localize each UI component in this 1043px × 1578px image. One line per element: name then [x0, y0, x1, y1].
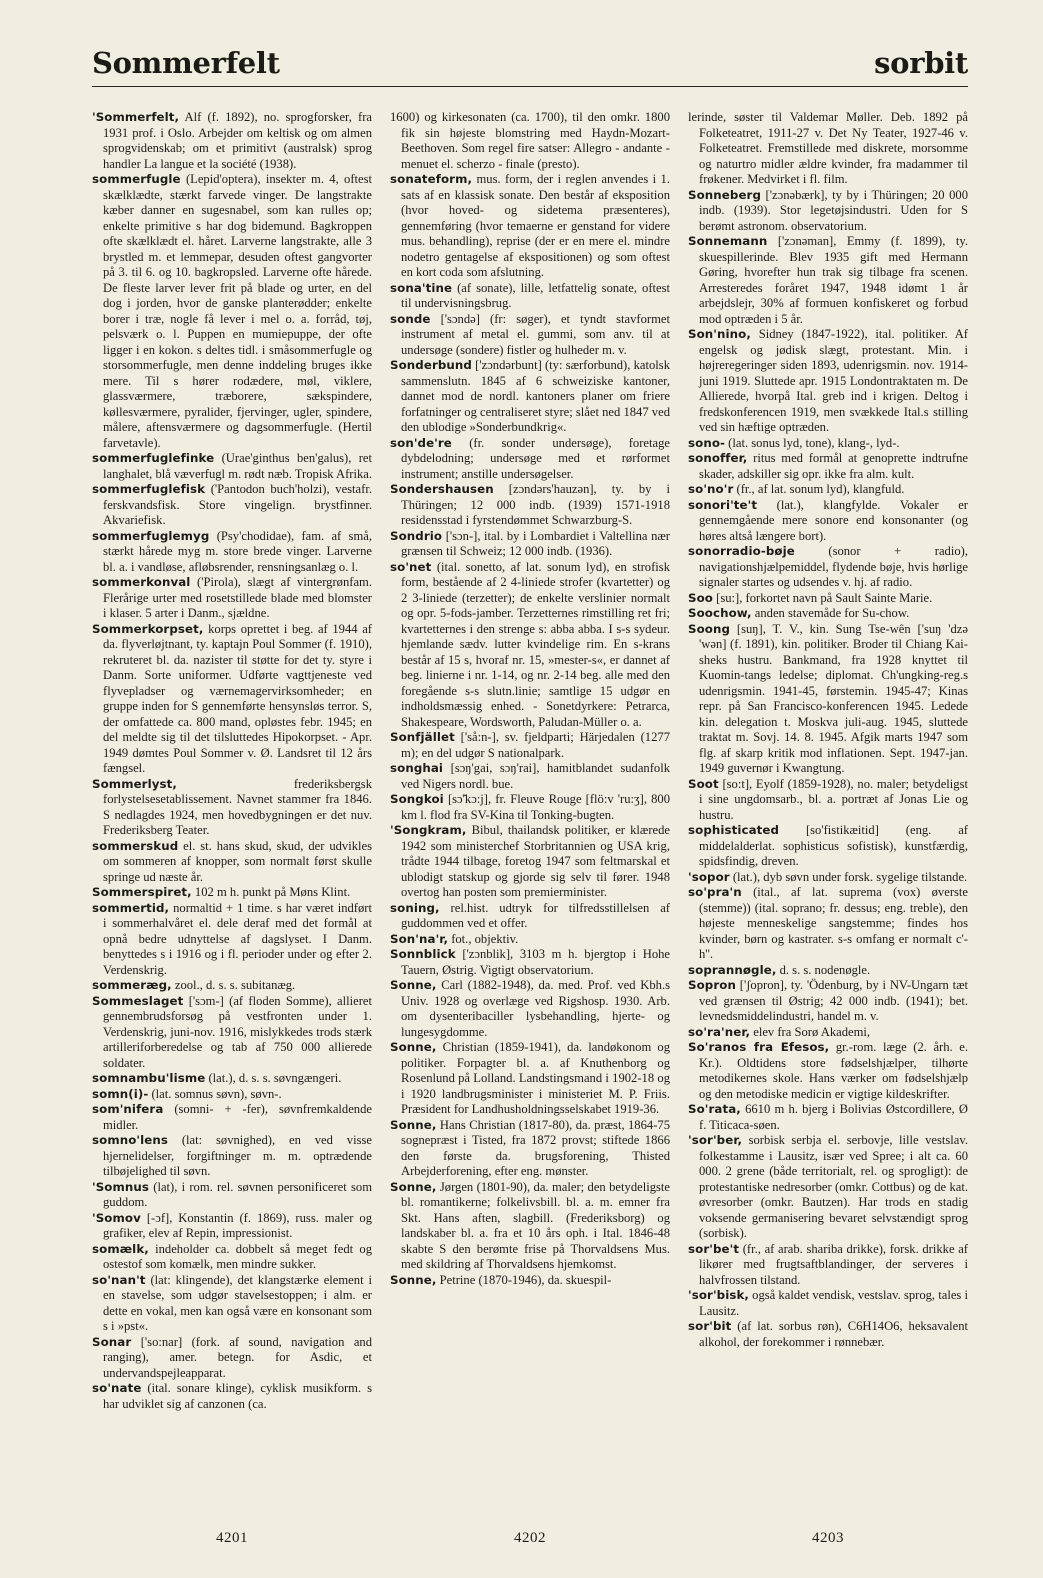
entry-definition: Christian (1859-1941), da. landøkonom og politiker. Forpagter bl. a. af Knuthenborg og Rosenlund på Lolland. Landstingsmand i 1902-18 og i 1920 landbrugsminister i ministeriet M. P. Friis. Præsident for Landhusholdningsselskabet 1919-36.: [401, 1040, 670, 1116]
dictionary-entry: [688, 1319, 968, 1350]
entry-headword: Sonnemann: [688, 234, 768, 248]
entry-headword: Son'nino,: [688, 327, 751, 341]
entry-headword: So'ranos fra Efesos,: [688, 1040, 830, 1054]
dictionary-entry: [92, 978, 372, 994]
entry-headword: Sonne,: [390, 1117, 437, 1132]
entry-definition: [su:], forkortet navn på Sault Sainte Marie.: [713, 590, 933, 605]
entry-headword: Sondershausen: [390, 482, 494, 496]
entry-headword: Sommeslaget: [92, 993, 184, 1008]
dictionary-entry: [688, 963, 968, 979]
entry-definition: (Urae'ginthus ben'galus), ret langhalet, blå væverfugl m. rødt næb. Tropisk Afrika.: [103, 451, 372, 481]
dictionary-entry: [688, 870, 968, 886]
entry-definition: (somni- + -fer), søvnfremkaldende midler.: [103, 1102, 372, 1132]
entry-headword: sommerfuglemyg: [92, 528, 210, 543]
entry-definition: (lat. somnus søvn), søvn-.: [148, 1086, 282, 1101]
entry-headword: sono-: [688, 435, 726, 450]
dictionary-entry: [688, 1102, 968, 1133]
entry-definition: fot., objektiv.: [448, 931, 519, 946]
dictionary-entry: [92, 575, 372, 622]
page-numbers: [92, 1530, 968, 1560]
dictionary-entry: [92, 839, 372, 886]
entry-headword: sor'be't: [688, 1241, 740, 1256]
entry-headword: sommerskud: [92, 838, 179, 853]
dictionary-entry: [688, 606, 968, 622]
entry-definition: [sɔ̃'kɔ:j], fr. Fleuve Rouge [flö:v 'ru:ʒ], 800 km l. flod fra SV-Kina til Tonking-bugten.: [401, 792, 670, 822]
entry-definition: (ital., af lat. suprema (vox) øverste (stemme)) (ital. soprano; fr. dessus; eng. treble), den højeste menneskelige sangstemme; findes hos kvinder, børn og kastrater. s-s omfang er normalt c'-h''.: [699, 885, 968, 961]
entry-definition: (lat: klingende), det klangstærke element i en stavelse, som udgør stavelsestoppen; i alm. er dette en vokal, men kan også være en konsonant som s i »pst«.: [103, 1272, 372, 1333]
dictionary-entry: [92, 451, 372, 482]
entry-headword: Sonne,: [390, 1040, 437, 1054]
dictionary-entry: [92, 994, 372, 1072]
entry-definition: ('Pantodon buch'holzi), vestafr. ferskvandsfisk. Store vingelign. brystfinner. Akvariefisk.: [103, 482, 372, 527]
dictionary-entry: [688, 188, 968, 235]
entry-headword: 'sor'ber,: [688, 1133, 743, 1147]
entry-headword: 'Somnus: [92, 1179, 150, 1194]
entry-definition: Bibul, thailandsk politiker, er klærede 1942 som ministerchef Storbritannien og USA krig, trådte 1944 tilbage, foretog 1947 som feltmarskal et ublodigt statskup og gjorde sig selv til fører. 1948 overtog han posten som premierminister.: [401, 823, 670, 899]
dictionary-entry: [92, 529, 372, 576]
dictionary-entry: [688, 777, 968, 824]
dictionary-entry: [92, 777, 372, 839]
dictionary-entry: [390, 792, 670, 823]
dictionary-entry: [92, 1335, 372, 1382]
entry-definition: anden stavemåde for Su-chow.: [751, 606, 910, 620]
entry-headword: sommerfuglefisk: [92, 482, 206, 496]
dictionary-entry: [390, 1040, 670, 1118]
dictionary-entry: [390, 1118, 670, 1180]
entry-definition: mus. form, der i reglen anvendes i 1. sats af en klassisk sonate. Den består af eksposition (hvor hoved- og sidetema præsenteres), gennemføring (hvor temaerne er genstand for videre mus. behandling), reprise (der er en mere el. mindre nodetro gentagelse af ekspositionen) og som oftest en kort coda som afslutning.: [401, 172, 670, 279]
dictionary-entry: [688, 544, 968, 591]
entry-definition: ['zɔnəbærk], ty by i Thüringen; 20 000 indb. (1939). Stor legetøjsindustri. Uden for S berømt astronom. observatorium.: [699, 187, 968, 233]
dictionary-entry: [688, 1040, 968, 1102]
entry-headword: soning,: [390, 900, 440, 915]
dictionary-entry: [390, 482, 670, 529]
entry-headword: Songkoi: [390, 792, 444, 806]
dictionary-entry: [92, 110, 372, 172]
dictionary-entry: [688, 978, 968, 1025]
dictionary-entry: [688, 1242, 968, 1289]
entry-definition: zool., d. s. s. subitanæg.: [171, 978, 296, 992]
entry-definition: [so:t], Eyolf (1859-1928), no. maler; betydeligst i sine ungdomsarb., bl. a. portræt af Jonas Lie og hustru.: [699, 776, 968, 822]
entry-definition: korps oprettet i beg. af 1944 af da. flyverløjtnant, ty. kaptajn Poul Sommer (f. 1910), rekruteret bl. da. nazister til støtte for det ty. styre i Danm. Sorte uniformer. Udførte vagttjeneste ved flyvepladser og værnemagervirksomheder; en gruppe inden for S gennemførte hensynsløs terror. S, der omfattede ca. 800 mand, opløstes febr. 1945; en del meldte sig til det tilsluttedes Hipokorpset. - Apr. 1949 dømtes Poul Sommer v. Ø. Landsret til 12 års fængsel.: [103, 621, 372, 775]
entry-headword: Sonne,: [390, 1272, 437, 1287]
entry-headword: soprannøgle,: [688, 962, 777, 977]
entry-headword: Soo: [688, 590, 714, 605]
entry-definition: lerinde, søster til Valdemar Møller. Deb. 1892 på Folketeatret, 1911-27 v. Det Ny Teater, 1927-46 v. Folketeatret. Fremstillede med diskrete, morsomme og naturtro midler ældre kvinder, fra madammer til frøkener. Medvirket i fl. film.: [688, 110, 968, 186]
entry-definition: også kaldet vendisk, vestslav. sprog, tales i Lausitz.: [699, 1288, 968, 1318]
entry-headword: 'Sommerfelt,: [92, 110, 180, 124]
header-first-word: Sommerfelt: [92, 46, 280, 80]
entry-definition: (lat: søvnighed), en ved visse hjernelidelser, forgiftninger m. m. optrædende tilbøjelighed til søvn.: [103, 1133, 372, 1178]
dictionary-entry: [688, 591, 968, 607]
entry-definition: indeholder ca. dobbelt så meget fedt og ostestof som komælk, men mindre sukker.: [103, 1241, 372, 1271]
entry-headword: somælk,: [92, 1241, 149, 1256]
dictionary-entry: [390, 312, 670, 359]
entry-headword: sonde: [390, 311, 431, 326]
entry-headword: so'pra'n: [688, 885, 742, 899]
entry-definition: normaltid + 1 time. s har været indført i sommerhalvåret el. dele deraf med det formål at opnå bedre udnyttelse af dagslyset. I Danm. benyttedes s i 1916 og i fl. perioder under og efter 2. Verdenskrig.: [103, 900, 372, 977]
entry-headword: so'ra'ner,: [688, 1024, 751, 1039]
entry-definition: [sɔŋ'gai, sɔŋ'rai], hamitblandet sudanfolk ved Nigers nordl. bue.: [401, 761, 670, 791]
entry-definition: Jørgen (1801-90), da. maler; den betydeligste bl. romantikerne; folkelivsbill. bl. a. m. emner fra Skt. Hans aften, slagbill. (Frederiksborg) og landskaber bl. a. fra et 10 års oph. i Ital. 1846-48 skabte S den berømte frise på Thorvaldsens Mus. med skildring af Thorvaldsens hjemkomst.: [401, 1179, 670, 1271]
entry-definition: ['så:n-], sv. fjeldparti; Härjedalen (1277 m); en del udgør S nationalpark.: [401, 730, 670, 760]
page-number-1: 4201: [216, 1530, 248, 1546]
entry-definition: (lat.), klangfylde. Vokaler er gennemgående mere sonore end konsonanter (og høres altså længere bort).: [699, 497, 968, 543]
entry-headword: so'net: [390, 559, 432, 574]
dictionary-entry: [390, 281, 670, 312]
entry-headword: Sonar: [92, 1334, 132, 1349]
entry-definition: (fr. sonder undersøge), foretage dybdelodning; undersøge med et rørformet instrument; anstille undersøgelser.: [401, 435, 670, 481]
entry-definition: ('Pirola), slægt af vintergrønfam. Flerårige urter med rosetstillede blade med blomster i klaser. 5 arter i Danm., sjældne.: [103, 575, 372, 620]
entry-headword: Soochow,: [688, 606, 752, 620]
entry-definition: (ital. sonetto, af lat. sonum lyd), en strofisk form, bestående af 2 4-liniede strofer (kvartetter) og 2 3-liniede (terzetter); de enkelte verslinier normalt og opr. 5-fods-jamber. Terzetternes rimstilling ret fri; kvartetternes i den strenge s: abba abba. I s-s sydeur. hjemlande sædv. lutter kvindelige rim. En s-krans består af 15 s, hvoraf nr. 15, »mester-s«, er dannet af beg. linierne i nr. 1-14, og nr. 2-14 beg. alle med den foregående s-s slutn.linie; samtlige 15 udgør en indholdsmæssig enhed. - Sonetdyrkere: Petrarca, Shakespeare, Wordsworth, Paludan-Müller o. a.: [401, 559, 670, 729]
entry-headword: sommeræg,: [92, 978, 172, 992]
entry-definition: Carl (1882-1948), da. med. Prof. ved Kbh.s Univ. 1928 og overlæge ved Rigshosp. 1930. Arb. om dysenteribaciller lysbehandling, hjerte- og lungesygdomme.: [401, 978, 670, 1039]
entry-headword: Sonnblick: [390, 947, 456, 961]
dictionary-entry: [92, 622, 372, 777]
entry-definition: (ital. sonare klinge), cyklisk musikform. s har udviklet sig af canzonen (ca.: [103, 1381, 372, 1411]
entry-headword: sonori'te't: [688, 497, 758, 512]
dictionary-entry: [92, 1211, 372, 1242]
entry-definition: ['zɔndərbunt] (ty: særforbund), katolsk sammenslutn. 1845 af 6 schweiziske kantoner, dannet mod de nordl. kantoners planer om friere forfatninger og centraliseret styre; slået ned 1847 ved den ublodige »Sonderbundkrig«.: [401, 358, 670, 434]
dictionary-entry: [688, 436, 968, 452]
dictionary-entry: [688, 1133, 968, 1242]
entry-headword: Soong: [688, 621, 731, 636]
entry-definition: ['sɔn-], ital. by i Lombardiet i Valtellina nær grænsen til Schweiz; 12 000 indb. (1936).: [401, 528, 670, 558]
dictionary-entry: [92, 1180, 372, 1211]
dictionary-entry: [688, 823, 968, 870]
dictionary-entry: [92, 1102, 372, 1133]
dictionary-entry: [390, 932, 670, 948]
column-2: [390, 110, 670, 1530]
dictionary-entry: [92, 1133, 372, 1180]
entry-definition: ['sɔm-] (af floden Somme), allieret gennembrudsforsøg på vestfronten under 1. Verdenskrig, juni-nov. 1916, mislykkedes trods stærk artilleriforberedelse og tab af 750 000 allierede soldater.: [103, 993, 372, 1070]
entry-headword: Sopron: [688, 978, 736, 992]
entry-definition: gr.-rom. læge (2. årh. e. Kr.). Oldtidens store fødselshjælper, tilhørte metodikernes skole. Hans værker om fødselshjælp og den metodiske medicin er vigtige kildeskrifter.: [699, 1040, 968, 1101]
entry-definition: 6610 m h. bjerg i Bolivias Østcordillere, Ø f. Titicaca-søen.: [699, 1102, 968, 1132]
entry-definition: Sidney (1847-1922), ital. politiker. Af engelsk og jødisk slægt, protestant. Min. i højreregeringer siden 1893, udenrigsmin. nov. 1914-juni 1919. Sluttede apr. 1915 Londontraktaten m. De Allierede, hvorpå Ital. greb ind i krigen. Deltog i fredskonferencen 1919, men svækkede Ital.s stilling ved sin hæftige optræden.: [699, 327, 968, 434]
dictionary-entry: [390, 730, 670, 761]
dictionary-entry: [92, 1381, 372, 1412]
dictionary-entry: [390, 978, 670, 1040]
entry-headword: So'rata,: [688, 1102, 741, 1116]
entry-definition: (lat.), d. s. s. søvngængeri.: [205, 1071, 342, 1085]
column-3: [688, 110, 968, 1530]
entry-definition: sorbisk serbja el. serbovje, lille vestslav. folkestamme i Lausitz, især ved Spree; i alt ca. 60 000. 2 grene (både territorialt, rel. og sprogligt): de protestantiske nedresorber (omkr. Cottbus) og de kat. øvresorber (omkr. Bautzen). Har trods en stadig voksende germanisering bevaret selvstændigt sprog (sorbisk).: [699, 1133, 968, 1240]
dictionary-entry: [390, 110, 670, 172]
entry-headword: sommerfuglefinke: [92, 451, 215, 465]
entry-definition: ['ʃopron], ty. 'Ödenburg, by i NV-Ungarn tæt ved grænsen til Østrig; 42 000 indb. (1941); bet. levnedsmiddelindustri, handel m. v.: [699, 978, 968, 1023]
entry-headword: Sommerlyst,: [92, 776, 177, 791]
entry-definition: [zɔndərs'hauzən], ty. by i Thüringen; 12 000 indb. (1939) 1571-1918 residensstad i fyrstendømmet Schwarzburg-S.: [401, 482, 670, 527]
entry-headword: sommerkonval: [92, 575, 191, 589]
dictionary-entry: [92, 172, 372, 451]
entry-definition: (lat. sonus lyd, tone), klang-, lyd-.: [725, 435, 900, 450]
column-1: [92, 110, 372, 1530]
entry-headword: Sonne,: [390, 978, 437, 992]
entry-headword: sonateform,: [390, 172, 473, 186]
dictionary-entry: [390, 901, 670, 932]
entry-headword: Sommerkorpset,: [92, 621, 204, 636]
entry-headword: sonorradio-bøje: [688, 544, 795, 558]
entry-headword: Sommerspiret,: [92, 885, 192, 899]
dictionary-columns: [92, 110, 968, 1530]
dictionary-entry: [688, 498, 968, 545]
entry-headword: son'de're: [390, 435, 452, 450]
entry-definition: el. st. hans skud, skud, der udvikles om sommeren af knopper, som normalt først skulle springe ud næste år.: [103, 838, 372, 884]
dictionary-entry: [390, 358, 670, 436]
dictionary-entry: [92, 1273, 372, 1335]
entry-definition: ['so:nar] (fork. af sound, navigation and ranging), amer. betegn. for Asdic, et undervandspejleapparat.: [103, 1334, 372, 1380]
entry-definition: (af lat. sorbus røn), C6H14O6, heksavalent alkohol, der forekommer i rønnebær.: [699, 1319, 968, 1349]
dictionary-entry: [688, 1288, 968, 1319]
entry-definition: frederiksbergsk forlystelsesetablissement. Navnet stammer fra 1846. S nedlagdes 1924, men hovedbygningen er det nuv. Frederiksberg Teater.: [103, 776, 372, 837]
entry-headword: sonoffer,: [688, 451, 748, 465]
entry-definition: d. s. s. nodenøgle.: [776, 962, 871, 977]
dictionary-entry: [390, 1180, 670, 1273]
dictionary-entry: [688, 327, 968, 436]
entry-headword: Sonderbund: [390, 358, 472, 372]
entry-headword: 'sopor: [688, 869, 730, 884]
entry-definition: (af sonate), lille, letfattelig sonate, oftest til undervisningsbrug.: [401, 280, 670, 310]
entry-definition: ritus med formål at genoprette indtrufne skader, adskiller sig opr. ikke fra alm. kult.: [699, 451, 968, 481]
dictionary-entry: [688, 622, 968, 777]
dictionary-entry: [390, 529, 670, 560]
entry-definition: Alf (f. 1892), no. sprogforsker, fra 1931 prof. i Oslo. Arbejder om keltisk og om almen sprogvidenskab; om et primitivt (australsk) sprog handler La langue et la société (1938).: [103, 110, 372, 171]
dictionary-entry: [390, 761, 670, 792]
entry-definition: Hans Christian (1817-80), da. præst, 1864-75 sognepræst i Tisted, fra 1872 provst; stiftede 1866 den første da. brugsforening, Thisted Arbejderforening, efter eng. mønster.: [401, 1117, 670, 1178]
entry-definition: [so'fistikæitid] (eng. af middelalderlat. sophisticus sofistisk), kunstfærdig, spidsfindig, dreven.: [699, 823, 968, 868]
entry-headword: so'nate: [92, 1381, 142, 1395]
dictionary-entry: [688, 234, 968, 327]
entry-headword: sommerfugle: [92, 172, 181, 186]
entry-definition: Petrine (1870-1946), da. skuespil-: [436, 1272, 612, 1287]
entry-headword: somnambu'lisme: [92, 1071, 206, 1085]
entry-headword: Sonfjället: [390, 730, 455, 744]
dictionary-entry: [688, 885, 968, 963]
entry-headword: sona'tine: [390, 280, 453, 295]
entry-headword: Sonne,: [390, 1179, 437, 1194]
entry-definition: (sonor + radio), navigationshjælpemiddel, flydende bøje, hvis hørlige signaler startes og udsendes v. hj. af radio.: [699, 544, 968, 589]
dictionary-entry: [688, 482, 968, 498]
dictionary-entry: [688, 451, 968, 482]
dictionary-entry: [390, 172, 670, 281]
entry-definition: elev fra Sorø Akademi,: [750, 1024, 871, 1039]
entry-headword: sommertid,: [92, 900, 170, 915]
entry-definition: [-ɔf], Konstantin (f. 1869), russ. maler og grafiker, elev af Repin, impressionist.: [103, 1210, 372, 1240]
entry-definition: ['sɔndə] (fr: søger), et tyndt stavformet instrument af metal el. gummi, som anv. til at undersøge (sondere) fistler og hulheder m. v.: [401, 311, 670, 357]
dictionary-entry: [390, 436, 670, 483]
entry-headword: somno'lens: [92, 1133, 168, 1147]
entry-headword: Sonneberg: [688, 187, 762, 202]
dictionary-entry: [390, 1273, 670, 1289]
entry-definition: 1600) og kirkesonaten (ca. 1700), til den omkr. 1800 fik sin højeste blomstring med Haydn-Mozart-Beethoven. Som regel fire satser: Allegro - andante - menuet el. scherzo - finale (presto).: [390, 110, 670, 171]
entry-headword: sor'bit: [688, 1319, 732, 1333]
entry-headword: 'sor'bisk,: [688, 1288, 750, 1302]
entry-headword: sophisticated: [688, 823, 780, 837]
entry-definition: (Psy'chodidae), fam. af små, stærkt hårede myg m. store brede vinger. Larverne bl. a. i vandløse, afløbsrender, rensningsanlæg o. l.: [103, 528, 372, 574]
entry-definition: ['zɔnəman], Emmy (f. 1899), ty. skuespillerinde. Blev 1935 gift med Hermann Gøring, hvorefter hun trak sig tilbage fra scenen. Arresteredes foråret 1947, 1948 idømt 1 år arbejdslejr, 30% af formuen konfiskeret og forbud mod optræden i 5 år.: [699, 234, 968, 326]
page-number-3: 4203: [812, 1530, 844, 1546]
entry-definition: ['zɔnblik], 3103 m h. bjergtop i Hohe Tauern, Østrig. Vigtigt observatorium.: [401, 947, 670, 977]
dictionary-entry: [92, 482, 372, 529]
entry-definition: 102 m h. punkt på Møns Klint.: [191, 885, 351, 899]
dictionary-entry: [92, 1087, 372, 1103]
entry-definition: (lat.), dyb søvn under forsk. sygelige tilstande.: [729, 869, 968, 884]
entry-headword: songhai: [390, 761, 444, 775]
entry-headword: somn(i)-: [92, 1086, 149, 1101]
entry-definition: rel.hist. udtryk for tilfredsstillelsen af guddommen ved et offer.: [401, 900, 670, 930]
dictionary-entry: [390, 560, 670, 731]
entry-definition: (fr., af arab. shariba drikke), forsk. drikke af likører med frugtsaftblandinger, der serveres i halvfrossen tilstand.: [699, 1241, 968, 1287]
entry-headword: 'Songkram,: [390, 823, 467, 837]
dictionary-entry: [92, 1071, 372, 1087]
entry-definition: (lat), i rom. rel. søvnen personificeret som guddom.: [103, 1179, 372, 1209]
running-header: [92, 42, 968, 88]
dictionary-entry: [92, 901, 372, 979]
entry-headword: Son'na'r,: [390, 931, 449, 946]
entry-definition: (Lepid'optera), insekter m. 4, oftest skælklædte, stærkt farvede vinger. De langstrakte kæber danner en sugesnabel, som kan rulles op; enkelte primitive s har dog bidemund. Bagkroppen ofte skælklædt el. håret. Larverne langstrakte, alle 3 brystled m. et lemmepar, desuden oftest gangvorter på 3. til 6. og 10. bagkropsled. Larverne ofte hårede. De fleste larver lever frit på blade og urter, en del dog i jorden, hvor de ganske planterødder; enkelte borer i træ, nogle få lever i mel o. a. forråd, tøj, pelsværk o. l. Puppen en mumiepuppe, der ofte ligger i en kokon. s deltes tidl. i småsommerfugle og storsommerfugle, men denne inddeling bruges ikke mere. Til s hører rodædere, møl, viklere, glassværmere, træborere, sækspindere, køllesværmere, pyralider, fjervinger, ugler, spindere, målere, aftensværmere og dagsommerfugle. (Hertil farvetavle).: [103, 172, 372, 450]
entry-headword: Soot: [688, 776, 719, 791]
entry-headword: so'no'r: [688, 482, 734, 496]
entry-headword: so'nan't: [92, 1272, 146, 1287]
header-rule: [92, 86, 968, 87]
entry-headword: Sondrio: [390, 528, 443, 543]
entry-headword: som'nifera: [92, 1102, 164, 1116]
page-number-2: 4202: [514, 1530, 546, 1546]
dictionary-entry: [390, 947, 670, 978]
entry-headword: 'Somov: [92, 1210, 141, 1225]
dictionary-entry: [390, 823, 670, 901]
dictionary-entry: [92, 1242, 372, 1273]
dictionary-entry: [92, 885, 372, 901]
entry-definition: [suŋ], T. V., kin. Sung Tse-wên ['suŋ 'dzə 'wən] (f. 1891), kin. politiker. Broder til Chiang Kai-sheks hustru. Bankmand, fra 1928 knyttet til Kuomin-tangs ledelse; diplomat. Ch'ungking-reg.s udenrigsmin. 1941-45, førstemin. 1945-47; Kinas repr. på San Francisco-konferencen 1945. Ledede kin. delegation t. Moskva juli-aug. 1945, sluttede traktat m. Sovj. 14. 8. 1945. Afgik marts 1947 som flg. af skarp kritik mod inflationen. Sept. 1947-jan. 1949 guvernør i Kwangtung.: [699, 621, 968, 775]
entry-definition: (fr., af lat. sonum lyd), klangfuld.: [733, 482, 905, 496]
dictionary-entry: [688, 1025, 968, 1041]
dictionary-entry: [688, 110, 968, 188]
header-last-word: sorbit: [874, 46, 968, 80]
